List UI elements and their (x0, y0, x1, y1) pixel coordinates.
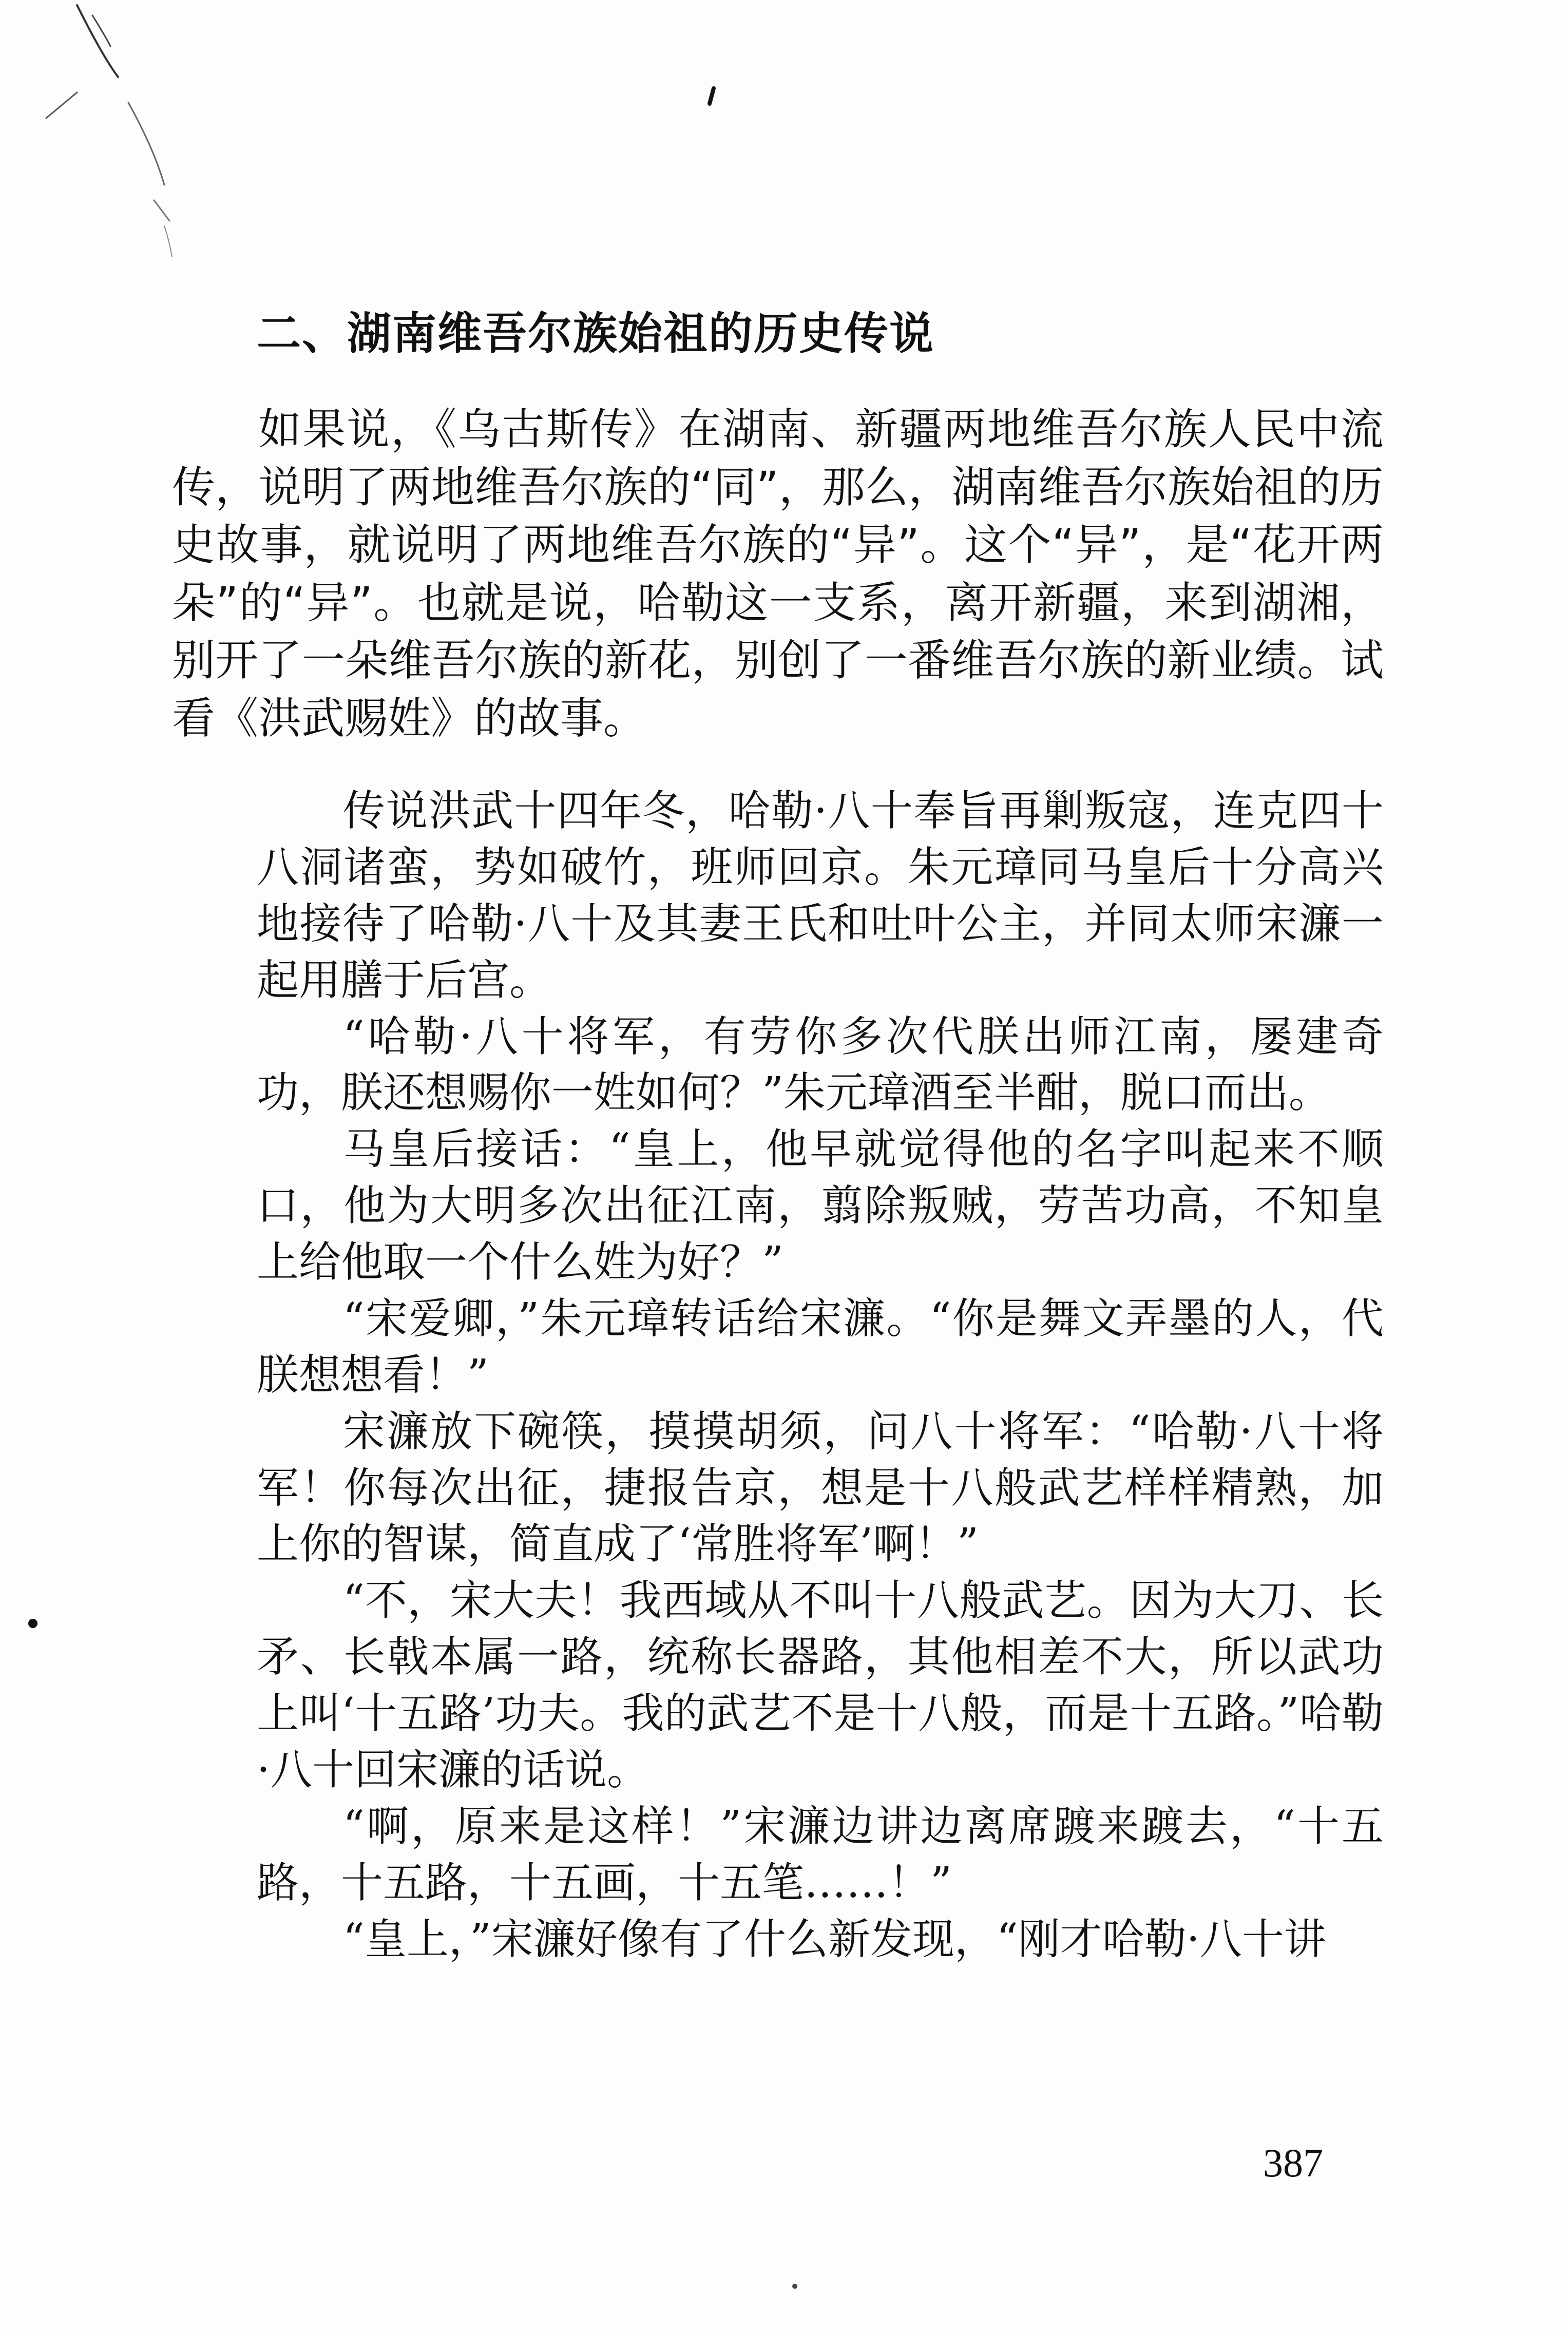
story-paragraph: 传说洪武十四年冬，哈勒·八十奉旨再剿叛寇，连克四十八洞诸蛮，势如破竹，班师回京。朱元璋同马皇后十分高兴地接待了哈勒·八十及其妻王氏和吐叶公主，并同太师宋濂一起用膳于后宫。 (257, 787, 1384, 1005)
section-heading: 二、湖南维吾尔族始祖的历史传说 (257, 308, 934, 359)
story-paragraph: 马皇后接话：“皇上，他早就觉得他的名字叫起来不顺口，他为大明多次出征江南，翦除叛贼，劳苦功高，不知皇上给他取一个什么姓为好？” (257, 1125, 1384, 1287)
scan-artifact-dot (791, 2282, 799, 2290)
story-paragraph: “哈勒·八十将军，有劳你多次代朕出师江南，屡建奇功，朕还想赐你一姓如何？”朱元璋酒至半酣，脱口而出。 (257, 1012, 1384, 1118)
story-paragraph: 宋濂放下碗筷，摸摸胡须，问八十将军：“哈勒·八十将军！你每次出征，捷报告京，想是十八般武艺样样精熟，加上你的智谋，简直成了‘常胜将军’啊！” (257, 1407, 1384, 1569)
story-quote-block (257, 783, 1384, 1967)
intro-paragraph: 如果说，《乌古斯传》在湖南、新疆两地维吾尔族人民中流传，说明了两地维吾尔族的“同”，那么，湖南维吾尔族始祖的历史故事，就说明了两地维吾尔族的“异”。这个“异”，是“花开两朵”的“异”。也就是说，哈勒这一支系，离开新疆，来到湖湘，别开了一朵维吾尔族的新花，别创了一番维吾尔族的新业绩。试看《洪武赐姓》的故事。 (172, 404, 1384, 743)
scan-artifact-dot (27, 1617, 39, 1630)
intro-text (172, 400, 1384, 747)
story-paragraph: “皇上，”宋濂好像有了什么新发现，“刚才哈勒·八十讲 (343, 1915, 1326, 1964)
scan-artifact-dot (704, 86, 720, 107)
story-paragraph: “宋爱卿，”朱元璋转话给宋濂。“你是舞文弄墨的人，代朕想想看！” (257, 1294, 1384, 1400)
scan-artifact-lines (0, 0, 216, 267)
page-number: 387 (1263, 2140, 1323, 2185)
story-paragraph: “不，宋大夫！我西域从不叫十八般武艺。因为大刀、长矛、长戟本属一路，统称长器路，其他相差不大，所以武功上叫‘十五路’功夫。我的武艺不是十八般，而是十五路。”哈勒·八十回宋濂的话说。 (257, 1576, 1384, 1794)
story-paragraph: “啊，原来是这样！”宋濂边讲边离席踱来踱去，“十五路，十五路，十五画，十五笔……！” (257, 1802, 1384, 1907)
